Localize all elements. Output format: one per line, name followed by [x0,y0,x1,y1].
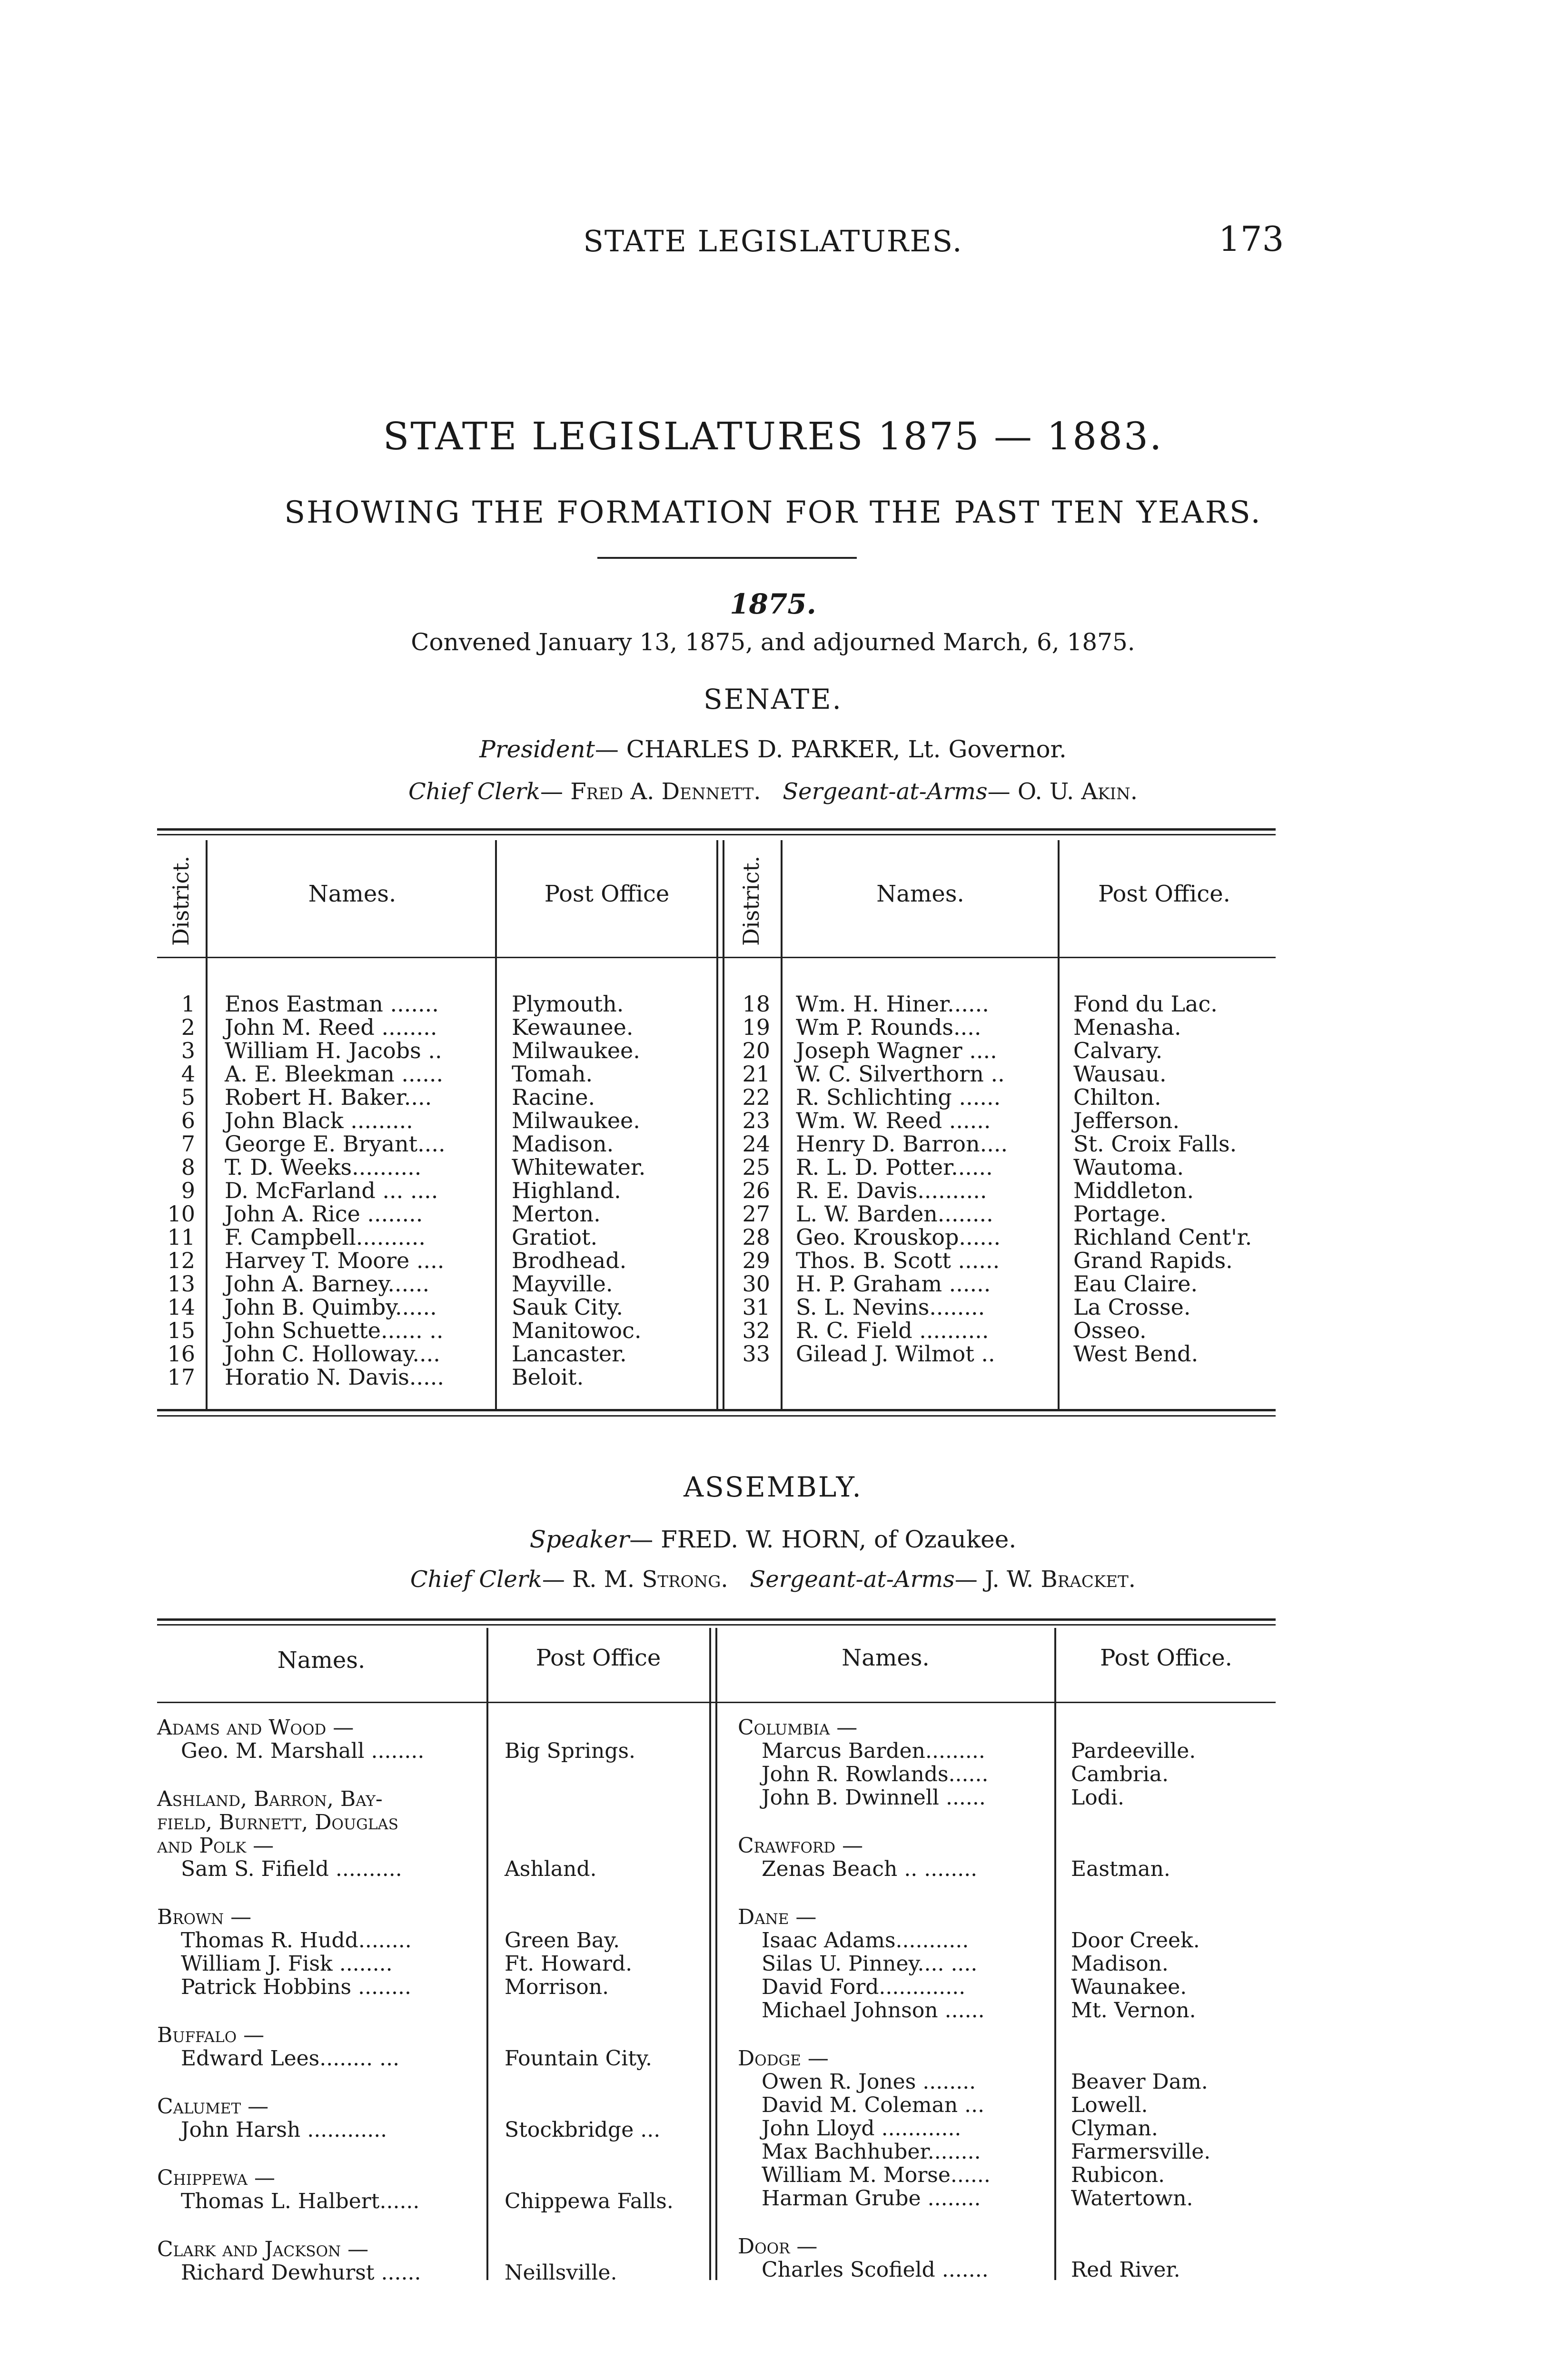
post-office: Beloit. [512,1364,584,1390]
list-item [738,2258,1276,2281]
member-name: Isaac Adams........... [762,1928,969,1953]
county-name: Calumet — [157,2094,269,2119]
member-name: Horatio N. Davis..... [225,1364,445,1390]
district-number: 24 [742,1131,770,1157]
list-item [738,2070,1276,2093]
member-name: Geo. M. Marshall ........ [181,1739,425,1763]
list-item [738,1739,1276,1763]
district-number: 33 [742,1341,770,1367]
county-name: Columbia — [738,1716,858,1740]
member-name: Geo. Krouskop...... [796,1224,1001,1250]
post-office: Fountain City. [505,2046,653,2071]
district-number: 19 [742,1014,770,1040]
post-office: Mayville. [512,1271,613,1297]
district-number: 26 [742,1178,770,1203]
post-office: Fond du Lac. [1073,991,1218,1017]
assembly-sergeant-label: Sergeant-at-Arms [750,1566,955,1593]
district-number: 5 [181,1084,195,1110]
post-office: Ashland. [505,1857,597,1881]
list-item [157,2047,709,2070]
session-year: 1875. [730,588,816,620]
member-name: R. Schlichting ...... [796,1084,1001,1110]
member-name: Owen R. Jones ........ [762,2070,976,2094]
page-title: STATE LEGISLATURES 1875 — 1883. [383,414,1163,458]
district-number: 16 [167,1341,195,1367]
member-name: R. E. Davis.......... [796,1178,987,1203]
assembly-right-list [738,1716,1276,2281]
post-office: Wausau. [1073,1061,1167,1087]
member-name: Robert H. Baker.... [225,1084,432,1110]
list-item [738,1857,1276,1881]
member-name: Patrick Hobbins ........ [181,1975,411,1999]
member-name: Harvey T. Moore .... [225,1248,445,1273]
list-item [157,2261,709,2284]
district-number: 32 [742,1318,770,1343]
post-office: Gratiot. [512,1224,598,1250]
county-name: Crawford — [738,1834,863,1858]
list-item [738,2093,1276,2117]
county-name: Dodge — [738,2046,829,2071]
assembly-top-rule [157,1618,1276,1621]
district-number: 11 [167,1224,195,1250]
post-office: La Crosse. [1073,1294,1191,1320]
col-names-left: Names. [308,881,396,907]
member-name: William J. Fisk ........ [181,1952,393,1976]
assembly-col-names-left: Names. [277,1647,366,1674]
district-number: 29 [742,1248,770,1273]
post-office: Calvary. [1073,1038,1163,1063]
member-name: William M. Morse...... [762,2163,991,2187]
post-office: Neillsville. [505,2261,617,2285]
speaker-name: — FRED. W. HORN, of Ozaukee. [629,1526,1017,1553]
county-name: Clark and Jackson — [157,2237,369,2261]
county-group [157,2166,709,2213]
post-office: Waunakee. [1071,1975,1187,1999]
post-office: Madison. [512,1131,614,1157]
col-names-right: Names. [876,881,964,907]
member-name: Wm P. Rounds.... [796,1014,981,1040]
member-name: John C. Holloway.... [225,1341,440,1367]
county-name: Brown — [157,1905,252,1929]
district-number: 17 [167,1364,195,1390]
sergeant-name: — O. U. Akin. [987,778,1138,805]
post-office: Milwaukee. [512,1108,640,1133]
member-name: Thomas R. Hudd........ [181,1928,412,1953]
post-office: St. Croix Falls. [1073,1131,1237,1157]
member-name: Edward Lees........ ... [181,2046,400,2071]
member-name: Wm. W. Reed ...... [796,1108,991,1133]
county-name: Buffalo — [157,2023,265,2047]
assembly-speaker-line [0,1526,1546,1553]
county-group [157,1787,709,1881]
list-item [157,1929,709,1952]
list-item [157,2190,709,2213]
district-number: 18 [742,991,770,1017]
member-name: Max Bachhuber........ [762,2140,981,2164]
county-name: and Polk — [157,1834,274,1858]
assembly-clerk-label: Chief Clerk [410,1566,542,1593]
county-group [157,2023,709,2070]
member-name: T. D. Weeks.......... [225,1154,422,1180]
member-name: Silas U. Pinney.... .... [762,1952,978,1976]
list-item [738,1952,1276,1975]
col-district-right: District. [738,855,764,946]
list-item [157,2118,709,2142]
member-name: W. C. Silverthorn .. [796,1061,1005,1087]
member-name: John Black ......... [225,1108,413,1133]
member-name: Harman Grube ........ [762,2186,981,2211]
district-number: 15 [167,1318,195,1343]
member-name: L. W. Barden........ [796,1201,993,1227]
list-item [738,2117,1276,2140]
member-name: John M. Reed ........ [225,1014,437,1040]
post-office: Beaver Dam. [1071,2070,1208,2094]
list-item [738,1929,1276,1952]
county-group [738,1716,1276,1809]
county-name: Dane — [738,1905,817,1929]
member-name: David Ford............. [762,1975,966,1999]
senate-officers-line [0,778,1546,805]
list-item [738,1975,1276,1999]
post-office: Chilton. [1073,1084,1161,1110]
district-number: 20 [742,1038,770,1063]
list-item [157,1952,709,1975]
county-name: Adams and Wood — [157,1716,354,1740]
member-name: George E. Bryant.... [225,1131,446,1157]
president-label: President [479,735,595,763]
senate-top-rule [157,828,1276,831]
district-number: 2 [181,1014,195,1040]
post-office: Door Creek. [1071,1928,1200,1953]
post-office: Highland. [512,1178,621,1203]
post-office: Racine. [512,1084,595,1110]
post-office: Milwaukee. [512,1038,640,1063]
member-name: Thos. B. Scott ...... [796,1248,1000,1273]
assembly-col-names-right: Names. [842,1645,930,1671]
post-office: Lodi. [1071,1785,1124,1810]
president-name: — CHARLES D. PARKER, Lt. Governor. [595,735,1067,763]
member-name: David M. Coleman ... [762,2093,985,2117]
post-office: Red River. [1071,2258,1180,2282]
list-item [738,2187,1276,2210]
post-office: Madison. [1071,1952,1169,1976]
district-number: 3 [181,1038,195,1063]
district-number: 6 [181,1108,195,1133]
member-name: John A. Barney...... [225,1271,430,1297]
county-group [157,2095,709,2142]
member-name: Marcus Barden......... [762,1739,985,1763]
post-office: Richland Cent'r. [1073,1224,1252,1250]
chief-clerk-name: — Fred A. Dennett. [540,778,761,805]
list-item [738,1786,1276,1809]
member-name: D. McFarland ... .... [225,1178,438,1203]
member-name: F. Campbell.......... [225,1224,426,1250]
post-office: West Bend. [1073,1341,1199,1367]
page-number: 173 [1219,219,1284,259]
district-number: 25 [742,1154,770,1180]
assembly-col-post-office-left: Post Office [535,1645,661,1671]
county-group [738,2047,1276,2210]
assembly-heading: ASSEMBLY. [684,1471,862,1503]
district-number: 30 [742,1271,770,1297]
post-office: Ft. Howard. [505,1952,633,1976]
member-name: Wm. H. Hiner...... [796,991,989,1017]
post-office: Whitewater. [512,1154,646,1180]
post-office: Menasha. [1073,1014,1181,1040]
district-number: 31 [742,1294,770,1320]
post-office: Cambria. [1071,1762,1169,1786]
district-number: 21 [742,1061,770,1087]
post-office: Mt. Vernon. [1071,1998,1196,2023]
district-number: 22 [742,1084,770,1110]
member-name: John Schuette...... .. [225,1318,444,1343]
list-item [738,2163,1276,2187]
county-name: field, Burnett, Douglas [157,1810,399,1835]
county-group [738,1905,1276,2022]
post-office: Stockbridge ... [505,2118,661,2142]
sergeant-label: Sergeant-at-Arms [783,778,988,805]
post-office: Clyman. [1071,2116,1158,2141]
speaker-label: Speaker [529,1526,630,1553]
col-district-left: District. [168,855,194,946]
member-name: Sam S. Fifield .......... [181,1857,402,1881]
district-number: 1 [181,991,195,1017]
post-office: Middleton. [1073,1178,1194,1203]
running-title: STATE LEGISLATURES. [583,224,963,258]
district-number: 9 [181,1178,195,1203]
post-office: Farmersville. [1071,2140,1211,2164]
post-office: Eastman. [1071,1857,1170,1881]
col-post-office-left: Post Office [544,881,670,907]
post-office: Kewaunee. [512,1014,634,1040]
list-item [157,1857,709,1881]
member-name: Michael Johnson ...... [762,1998,985,2023]
member-name: John A. Rice ........ [225,1201,423,1227]
district-number: 23 [742,1108,770,1133]
member-name: John B. Quimby...... [225,1294,437,1320]
post-office: Morrison. [505,1975,609,1999]
member-name: John Lloyd ............ [762,2116,961,2141]
member-name: Richard Dewhurst ...... [181,2261,421,2285]
county-group [157,1905,709,1999]
district-number: 28 [742,1224,770,1250]
member-name: Charles Scofield ....... [762,2258,989,2282]
county-group [157,2238,709,2284]
post-office: Chippewa Falls. [505,2189,674,2213]
district-number: 8 [181,1154,195,1180]
assembly-col-post-office-right: Post Office. [1100,1645,1232,1671]
page-subtitle: SHOWING THE FORMATION FOR THE PAST TEN YEARS. [284,495,1262,530]
title-rule [597,557,857,559]
post-office: Brodhead. [512,1248,627,1273]
post-office: Manitowoc. [512,1318,642,1343]
post-office: Portage. [1073,1201,1167,1227]
member-name: Enos Eastman ....... [225,991,439,1017]
senate-president-line [0,735,1546,763]
post-office: Pardeeville. [1071,1739,1196,1763]
post-office: Lowell. [1071,2093,1148,2117]
member-name: H. P. Graham ...... [796,1271,991,1297]
member-name: John Harsh ............ [181,2118,387,2142]
assembly-left-list [157,1716,709,2284]
county-group [738,2235,1276,2281]
member-name: Zenas Beach .. ........ [762,1857,978,1881]
county-group [738,1834,1276,1881]
district-number: 7 [181,1131,195,1157]
member-name: Thomas L. Halbert...... [181,2189,420,2213]
county-name: Chippewa — [157,2166,275,2190]
county-group [157,1716,709,1763]
col-post-office-right: Post Office. [1098,881,1230,907]
post-office: Rubicon. [1071,2163,1165,2187]
district-number: 4 [181,1061,195,1087]
district-number: 13 [167,1271,195,1297]
list-item [738,1763,1276,1786]
member-name: R. C. Field .......... [796,1318,989,1343]
post-office: Eau Claire. [1073,1271,1198,1297]
district-number: 12 [167,1248,195,1273]
session-dates: Convened January 13, 1875, and adjourned March, 6, 1875. [411,628,1135,656]
post-office: Osseo. [1073,1318,1147,1343]
chief-clerk-label: Chief Clerk [408,778,540,805]
member-name: Joseph Wagner .... [796,1038,997,1063]
district-number: 14 [167,1294,195,1320]
post-office: Sauk City. [512,1294,623,1320]
senate-heading: SENATE. [704,683,842,715]
list-item [738,2140,1276,2163]
list-item [738,1999,1276,2022]
district-number: 10 [167,1201,195,1227]
post-office: Jefferson. [1073,1108,1180,1133]
senate-bottom-rule [157,1409,1276,1411]
post-office: Watertown. [1071,2186,1193,2211]
member-name: A. E. Bleekman ...... [225,1061,444,1087]
county-name: Ashland, Barron, Bay- [157,1787,383,1811]
district-number: 27 [742,1201,770,1227]
list-item [157,1975,709,1999]
post-office: Merton. [512,1201,601,1227]
list-item [157,1739,709,1763]
member-name: John B. Dwinnell ...... [762,1785,986,1810]
assembly-officers-line [0,1566,1546,1593]
member-name: Henry D. Barron.... [796,1131,1008,1157]
member-name: R. L. D. Potter...... [796,1154,993,1180]
post-office: Grand Rapids. [1073,1248,1233,1273]
post-office: Wautoma. [1073,1154,1184,1180]
post-office: Big Springs. [505,1739,636,1763]
post-office: Plymouth. [512,991,624,1017]
post-office: Green Bay. [505,1928,620,1953]
member-name: S. L. Nevins........ [796,1294,985,1320]
post-office: Lancaster. [512,1341,627,1367]
member-name: William H. Jacobs .. [225,1038,442,1063]
member-name: John R. Rowlands...... [762,1762,989,1786]
member-name: Gilead J. Wilmot .. [796,1341,995,1367]
county-name: Door — [738,2234,818,2259]
assembly-clerk-name: — R. M. Strong. [542,1566,728,1593]
post-office: Tomah. [512,1061,593,1087]
assembly-sergeant-name: — J. W. Bracket. [954,1566,1136,1593]
